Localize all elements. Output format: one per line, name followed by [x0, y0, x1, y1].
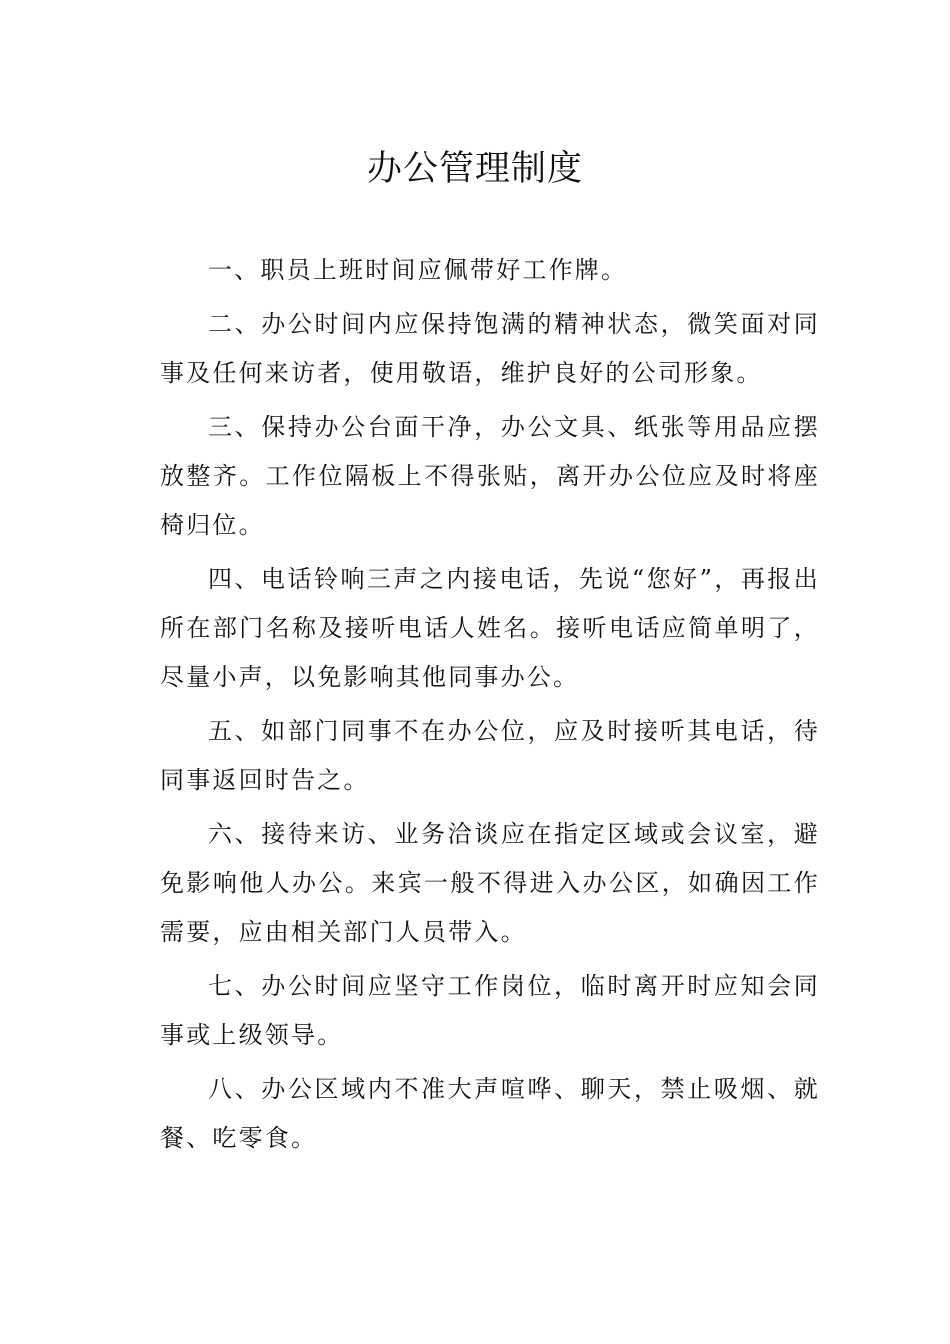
- rule-paragraph-4: 四、电话铃响三声之内接电话，先说“您好”，再报出所在部门名称及接听电话人姓名。接听电话应简单明了，尽量小声，以免影响其他同事办公。: [160, 565, 820, 691]
- document-title: 办公管理制度: [366, 149, 583, 189]
- rule-paragraph-7: 七、办公时间应坚守工作岗位，临时离开时应知会同事或上级领导。: [160, 972, 820, 1049]
- rule-paragraph-5: 五、如部门同事不在办公位，应及时接听其电话，待同事返回时告之。: [160, 717, 820, 794]
- document-body: [160, 246, 820, 1168]
- rule-paragraph-3: 三、保持办公台面干净，办公文具、纸张等用品应摆放整齐。工作位隔板上不得张贴，离开办公位应及时将座椅归位。: [160, 413, 820, 539]
- rule-paragraph-8: 八、办公区域内不准大声喧哗、聊天，禁止吸烟、就餐、吃零食。: [160, 1075, 820, 1152]
- rule-paragraph-6: 六、接待来访、业务洽谈应在指定区域或会议室，避免影响他人办公。来宾一般不得进入办公区，如确因工作需要，应由相关部门人员带入。: [160, 820, 820, 946]
- rule-paragraph-1: 一、职员上班时间应佩带好工作牌。: [208, 256, 628, 284]
- rule-paragraph-2: 二、办公时间内应保持饱满的精神状态，微笑面对同事及任何来访者，使用敬语，维护良好的公司形象。: [160, 310, 820, 387]
